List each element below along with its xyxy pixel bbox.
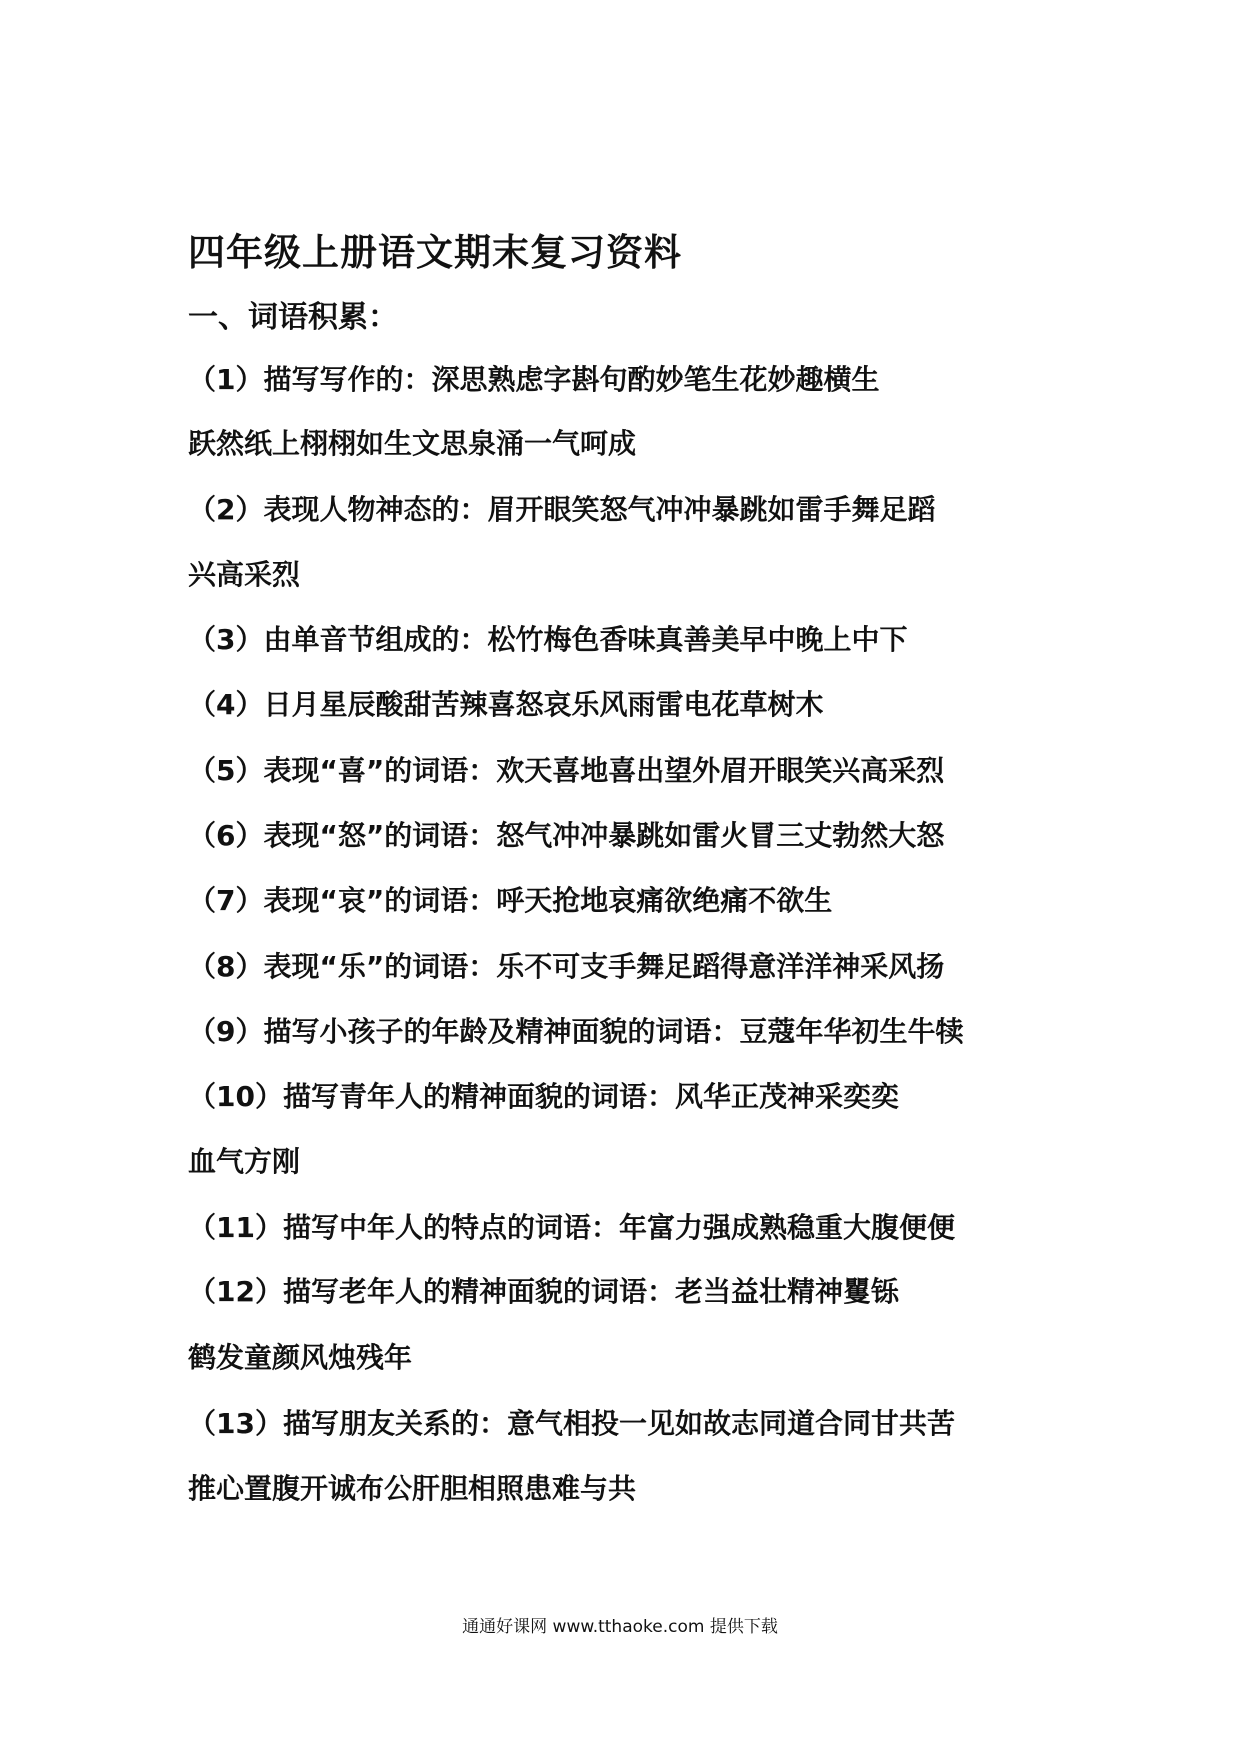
text-line: （13）描写朋友关系的：意气相投一见如故志同道合同甘共苦 xyxy=(188,1407,955,1440)
text-line: （1）描写写作的：深思熟虑字斟句酌妙笔生花妙趣横生 xyxy=(188,363,880,396)
text-line: （7）表现“哀”的词语：呼天抢地哀痛欲绝痛不欲生 xyxy=(188,884,833,917)
section-heading: 一、词语积累： xyxy=(188,300,398,335)
text-line: （8）表现“乐”的词语：乐不可支手舞足蹈得意洋洋神采风扬 xyxy=(188,950,945,983)
text-line: （11）描写中年人的特点的词语：年富力强成熟稳重大腹便便 xyxy=(188,1211,955,1244)
text-line: （4）日月星辰酸甜苦辣喜怒哀乐风雨雷电花草树木 xyxy=(188,688,824,721)
text-line: （6）表现“怒”的词语：怒气冲冲暴跳如雷火冒三丈勃然大怒 xyxy=(188,819,945,852)
text-line: 鹤发童颜风烛残年 xyxy=(188,1341,413,1374)
page-title: 四年级上册语文期末复习资料 xyxy=(188,231,682,274)
text-line: （12）描写老年人的精神面貌的词语：老当益壮精神矍铄 xyxy=(188,1275,899,1308)
text-line: 兴高采烈 xyxy=(188,558,301,591)
footer-text: 通通好课网 www.tthaoke.com 提供下载 xyxy=(462,1617,778,1637)
text-line: （2）表现人物神态的：眉开眼笑怒气冲冲暴跳如雷手舞足蹈 xyxy=(188,493,936,526)
text-line: 推心置腹开诚布公肝胆相照患难与共 xyxy=(188,1472,637,1505)
text-line: （3）由单音节组成的：松竹梅色香味真善美早中晚上中下 xyxy=(188,623,908,656)
text-line: （5）表现“喜”的词语：欢天喜地喜出望外眉开眼笑兴高采烈 xyxy=(188,754,945,787)
text-line: （10）描写青年人的精神面貌的词语：风华正茂神采奕奕 xyxy=(188,1080,899,1113)
text-line: 跃然纸上栩栩如生文思泉涌一气呵成 xyxy=(188,427,637,460)
text-line: （9）描写小孩子的年龄及精神面貌的词语：豆蔻年华初生牛犊 xyxy=(188,1015,964,1048)
text-line: 血气方刚 xyxy=(188,1145,301,1178)
